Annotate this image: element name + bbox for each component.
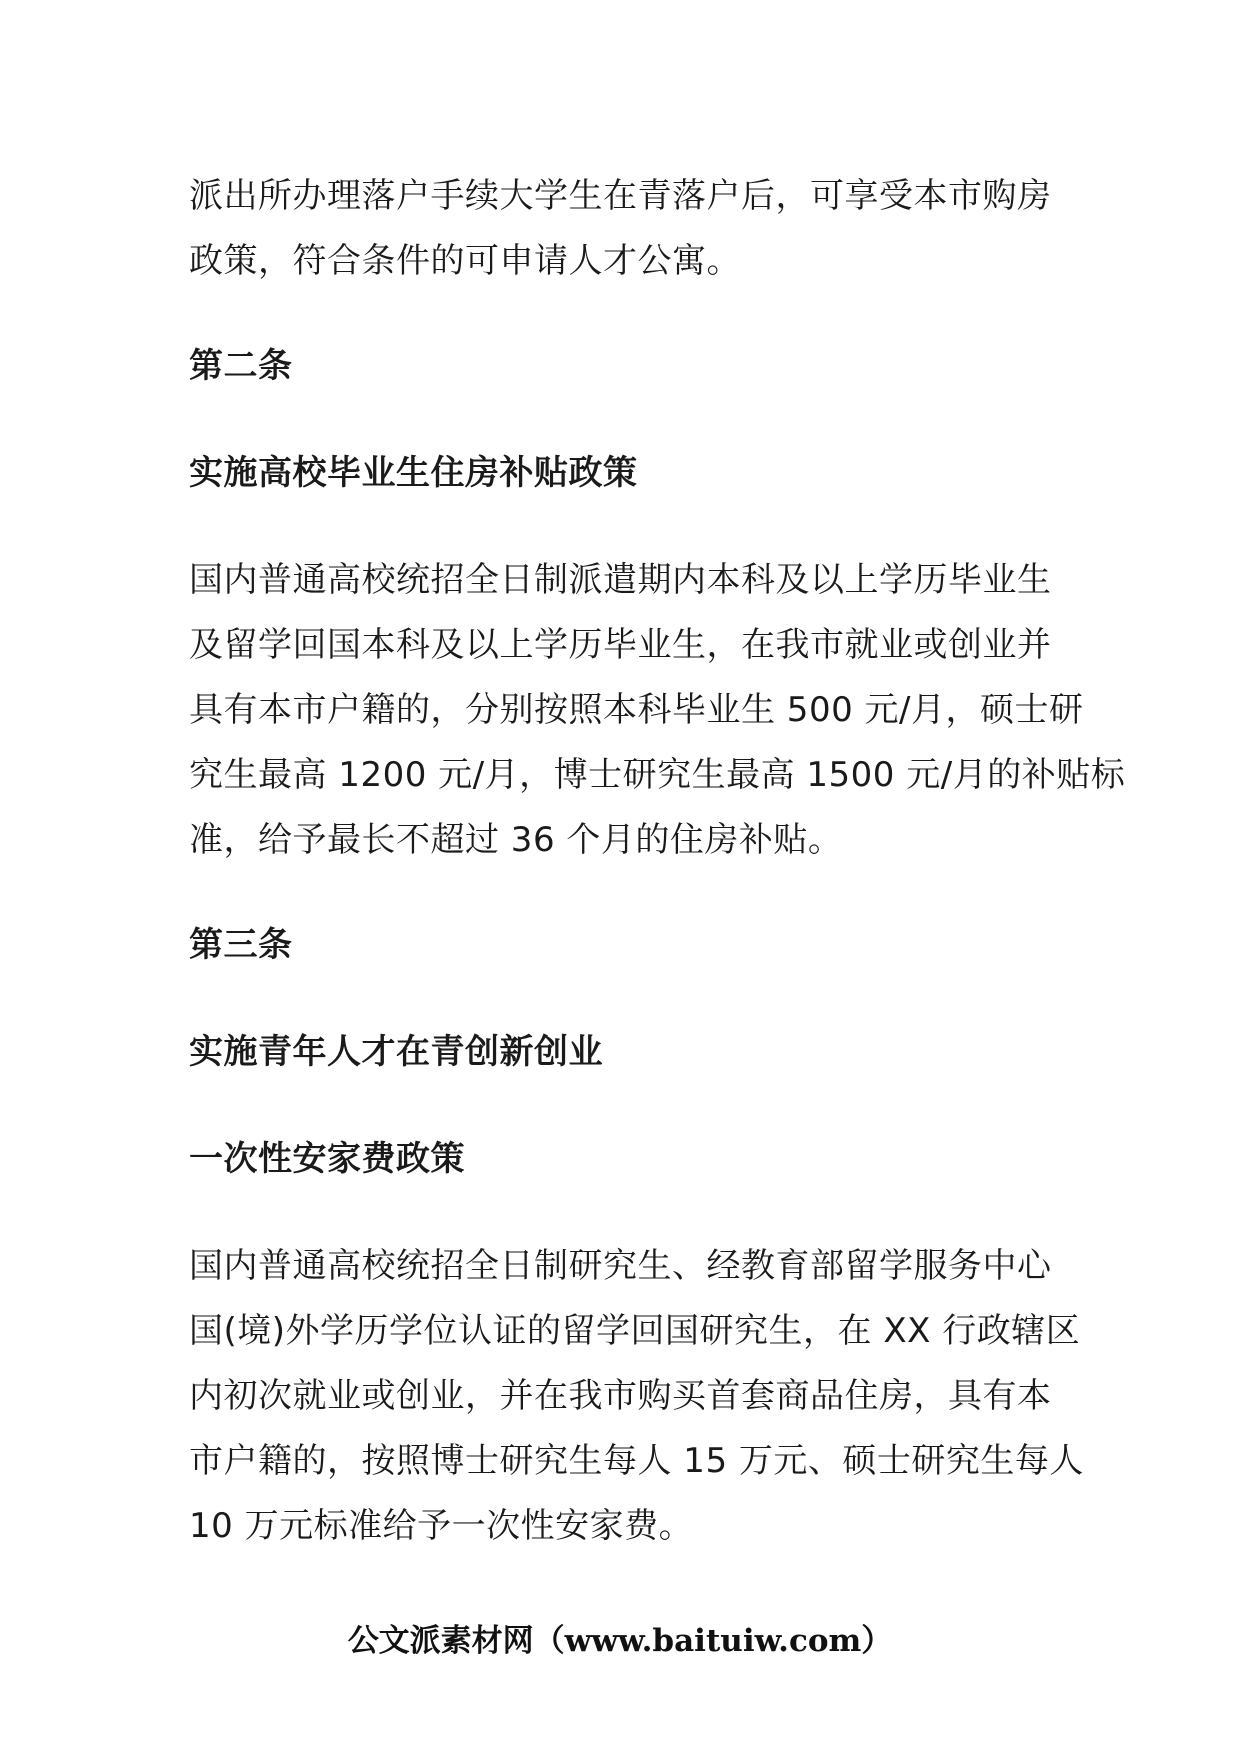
spacer xyxy=(189,399,1059,441)
paragraph-settlement-allowance xyxy=(189,1234,1084,1559)
spacer xyxy=(189,1085,1059,1127)
article-3-heading: 实施青年人才在青创新创业 xyxy=(189,1032,603,1072)
article-3-heading-continued: 一次性安家费政策 xyxy=(189,1139,465,1179)
spacer xyxy=(189,506,1059,548)
spacer xyxy=(189,978,1059,1020)
document-body xyxy=(189,164,1126,1559)
paragraph-line: 派出所办理落户手续大学生在青落户后，可享受本市购房 xyxy=(189,176,1052,216)
paragraph-line: 国内普通高校统招全日制研究生、经教育部留学服务中心 xyxy=(189,1246,1052,1286)
paragraph-line: 准，给予最长不超过 36 个月的住房补贴。 xyxy=(189,820,843,860)
paragraph-line: 及留学回国本科及以上学历毕业生，在我市就业或创业并 xyxy=(189,625,1052,665)
paragraph-line: 国(境)外学历学位认证的留学回国研究生，在 XX 行政辖区 xyxy=(189,1311,1081,1351)
paragraph-line: 市户籍的，按照博士研究生每人 15 万元、硕士研究生每人 xyxy=(189,1441,1084,1481)
spacer xyxy=(189,1192,1059,1234)
article-3-title: 第三条 xyxy=(189,925,293,965)
spacer xyxy=(189,294,1059,334)
paragraph-line: 究生最高 1200 元/月，博士研究生最高 1500 元/月的补贴标 xyxy=(189,755,1126,795)
paragraph-line: 具有本市户籍的，分别按照本科毕业生 500 元/月，硕士研 xyxy=(189,690,1084,730)
paragraph-housing-subsidy xyxy=(189,548,1126,873)
paragraph-line: 10 万元标准给予一次性安家费。 xyxy=(189,1506,694,1546)
paragraph-line: 政策，符合条件的可申请人才公寓。 xyxy=(189,241,741,281)
article-2-title: 第二条 xyxy=(189,346,293,386)
footer-watermark: 公文派素材网（www.baituiw.com） xyxy=(347,1623,893,1659)
paragraph-line: 国内普通高校统招全日制派遣期内本科及以上学历毕业生 xyxy=(189,560,1052,600)
paragraph-line: 内初次就业或创业，并在我市购买首套商品住房，具有本 xyxy=(189,1376,1052,1416)
spacer xyxy=(189,873,1059,913)
article-2-heading: 实施高校毕业生住房补贴政策 xyxy=(189,453,638,493)
paragraph-settlement xyxy=(189,164,1059,294)
